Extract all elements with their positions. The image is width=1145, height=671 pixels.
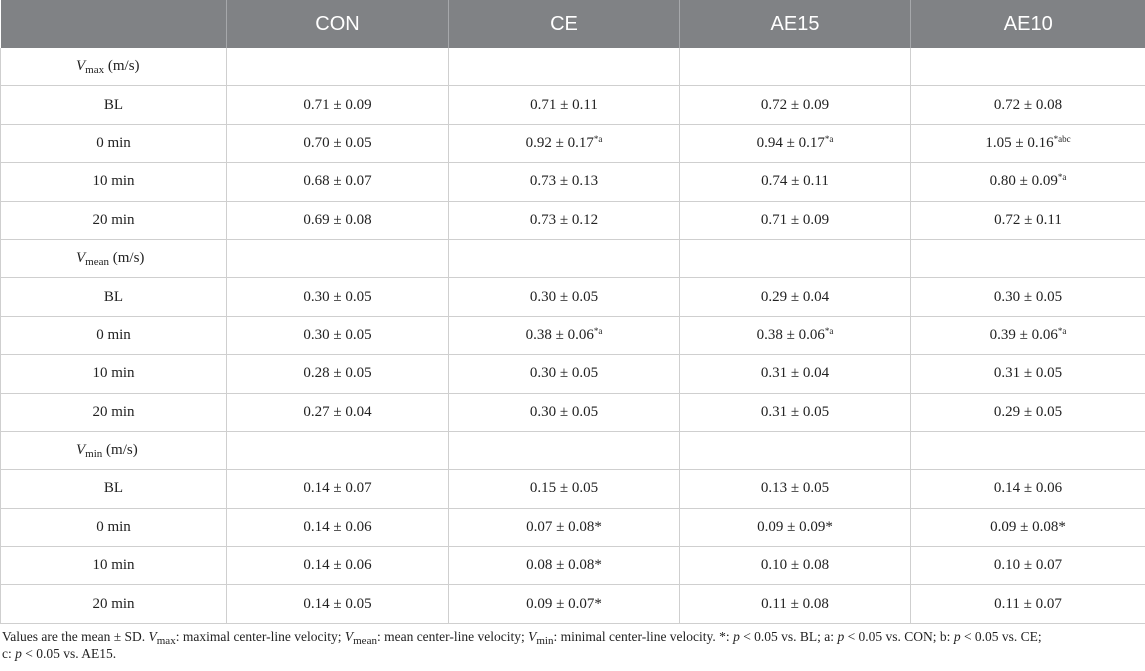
table-cell — [911, 470, 1145, 508]
cell-value: 0.38 ± 0.06 — [525, 326, 594, 343]
table-cell — [911, 508, 1145, 546]
empty-cell — [449, 48, 680, 86]
footnote-text: c: — [2, 645, 16, 661]
empty-cell — [680, 239, 911, 277]
table-row — [1, 470, 1145, 508]
cell-value: 0.38 ± 0.06 — [756, 326, 825, 343]
table-cell — [911, 163, 1145, 201]
table-cell — [227, 278, 449, 316]
footnote-sub: mean — [353, 634, 377, 647]
table-footnote — [0, 624, 1145, 662]
table-cell — [680, 355, 911, 393]
cell-value: 0.09 ± 0.08* — [990, 518, 1066, 535]
footnote-text: < 0.05 vs. CE; — [960, 628, 1042, 644]
cell-value: 0.72 ± 0.11 — [994, 211, 1062, 228]
variable-symbol: V — [76, 58, 86, 75]
section-label — [1, 48, 227, 86]
empty-cell — [449, 239, 680, 277]
cell-value: 0.10 ± 0.07 — [993, 557, 1063, 574]
table-cell — [680, 86, 911, 124]
table-row — [1, 124, 1145, 162]
cell-value: 0.07 ± 0.08* — [526, 518, 602, 535]
section-label — [1, 431, 227, 469]
footnote-text: < 0.05 vs. CON; b: — [844, 628, 954, 644]
table-cell — [449, 201, 680, 239]
variable-unit: (m/s) — [107, 58, 140, 75]
table-cell — [911, 316, 1145, 354]
column-header — [1, 0, 227, 48]
empty-cell — [911, 239, 1145, 277]
row-label: 0 min — [1, 508, 227, 546]
table-cell — [449, 585, 680, 623]
footnote-var: V — [148, 628, 157, 644]
table-cell — [911, 393, 1145, 431]
cell-value: 1.05 ± 0.16 — [985, 134, 1054, 151]
table-cell — [680, 163, 911, 201]
empty-cell — [227, 239, 449, 277]
cell-value: 0.39 ± 0.06 — [989, 326, 1058, 343]
cell-value: 0.10 ± 0.08 — [760, 557, 830, 574]
empty-cell — [449, 431, 680, 469]
footnote-text: : maximal center-line velocity; — [175, 628, 345, 644]
column-header: AE15 — [680, 0, 911, 48]
variable-subscript: mean — [85, 256, 109, 269]
cell-value: 0.14 ± 0.06 — [303, 518, 372, 535]
table-cell — [227, 201, 449, 239]
table-body — [1, 48, 1145, 623]
table-row — [1, 393, 1145, 431]
table-cell — [911, 201, 1145, 239]
cell-value: 0.11 ± 0.08 — [761, 595, 829, 612]
footnote-text: < 0.05 vs. AE15. — [21, 645, 117, 661]
table-cell — [449, 124, 680, 162]
section-label — [1, 239, 227, 277]
cell-value: 0.71 ± 0.09 — [303, 96, 372, 113]
empty-cell — [680, 431, 911, 469]
significance-mark: *a — [824, 133, 834, 144]
cell-value: 0.73 ± 0.12 — [529, 211, 599, 228]
table-cell — [227, 316, 449, 354]
table-cell — [227, 124, 449, 162]
table-row — [1, 316, 1145, 354]
row-label: BL — [1, 470, 227, 508]
cell-value: 0.94 ± 0.17 — [756, 134, 825, 151]
footnote-var: V — [344, 628, 354, 644]
cell-value: 0.11 ± 0.07 — [994, 595, 1062, 612]
table-cell — [911, 124, 1145, 162]
table-cell — [449, 547, 680, 585]
table-cell — [680, 470, 911, 508]
row-label: 10 min — [1, 163, 227, 201]
significance-mark: *a — [824, 325, 834, 336]
section-row — [1, 431, 1145, 469]
footnote-p: p — [953, 628, 961, 644]
cell-value: 0.71 ± 0.11 — [530, 96, 598, 113]
section-row — [1, 48, 1145, 86]
cell-value: 0.14 ± 0.07 — [303, 480, 372, 497]
variable-symbol: V — [76, 442, 86, 459]
cell-value: 0.09 ± 0.09* — [757, 518, 833, 535]
table-cell — [680, 393, 911, 431]
footnote-text: Values are the mean ± SD. — [2, 628, 149, 644]
cell-value: 0.68 ± 0.07 — [303, 173, 372, 190]
table-row — [1, 585, 1145, 623]
table-cell — [449, 470, 680, 508]
cell-value: 0.74 ± 0.11 — [761, 173, 829, 190]
cell-value: 0.71 ± 0.09 — [760, 211, 830, 228]
footnote-sub: min — [536, 634, 554, 647]
footnote-text: : minimal center-line velocity. *: — [553, 628, 734, 644]
column-header: CON — [227, 0, 449, 48]
table-cell — [449, 316, 680, 354]
table-cell — [680, 278, 911, 316]
cell-value: 0.15 ± 0.05 — [529, 480, 599, 497]
cell-value: 0.72 ± 0.08 — [993, 96, 1063, 113]
cell-value: 0.30 ± 0.05 — [303, 326, 372, 343]
empty-cell — [680, 48, 911, 86]
table-row — [1, 508, 1145, 546]
variable-unit: (m/s) — [106, 442, 138, 459]
table-cell — [227, 163, 449, 201]
significance-mark: *a — [1057, 172, 1067, 183]
cell-value: 0.08 ± 0.08* — [526, 557, 602, 574]
cell-value: 0.30 ± 0.05 — [529, 288, 599, 305]
table-cell — [680, 585, 911, 623]
table-cell — [227, 470, 449, 508]
row-label: 20 min — [1, 393, 227, 431]
footnote-p: p — [733, 628, 740, 644]
cell-value: 0.30 ± 0.05 — [993, 288, 1063, 305]
table-cell — [449, 508, 680, 546]
table-cell — [227, 393, 449, 431]
table-cell — [449, 393, 680, 431]
table-cell — [911, 86, 1145, 124]
variable-unit: (m/s) — [112, 250, 145, 267]
cell-value: 0.30 ± 0.05 — [303, 288, 372, 305]
empty-cell — [911, 48, 1145, 86]
cell-value: 0.92 ± 0.17 — [525, 134, 594, 151]
table-cell — [911, 585, 1145, 623]
cell-value: 0.14 ± 0.06 — [303, 557, 372, 574]
empty-cell — [227, 48, 449, 86]
row-label: 20 min — [1, 585, 227, 623]
table-cell — [449, 278, 680, 316]
column-header: CE — [449, 0, 680, 48]
row-label: 10 min — [1, 355, 227, 393]
table-row — [1, 201, 1145, 239]
table-row — [1, 355, 1145, 393]
row-label: 0 min — [1, 316, 227, 354]
footnote-var: V — [528, 628, 537, 644]
table-cell — [227, 355, 449, 393]
cell-value: 0.73 ± 0.13 — [529, 173, 599, 190]
footnote-p: p — [15, 645, 22, 661]
table-cell — [449, 163, 680, 201]
table-cell — [680, 508, 911, 546]
section-row — [1, 239, 1145, 277]
footnote-text: < 0.05 vs. BL; a: — [739, 628, 838, 644]
header-row — [1, 0, 1145, 48]
row-label: BL — [1, 86, 227, 124]
table-row — [1, 547, 1145, 585]
table-cell — [227, 86, 449, 124]
significance-mark: *a — [593, 325, 603, 336]
empty-cell — [227, 431, 449, 469]
cell-value: 0.31 ± 0.05 — [760, 403, 830, 420]
table-cell — [680, 201, 911, 239]
table-cell — [680, 316, 911, 354]
variable-subscript: min — [85, 448, 103, 461]
cell-value: 0.80 ± 0.09 — [989, 173, 1058, 190]
table-cell — [227, 547, 449, 585]
cell-value: 0.30 ± 0.05 — [529, 403, 599, 420]
cell-value: 0.09 ± 0.07* — [526, 595, 602, 612]
footnote-p: p — [837, 628, 845, 644]
table-cell — [227, 585, 449, 623]
cell-value: 0.29 ± 0.05 — [993, 403, 1063, 420]
empty-cell — [911, 431, 1145, 469]
table-cell — [680, 124, 911, 162]
column-header: AE10 — [911, 0, 1145, 48]
row-label: 10 min — [1, 547, 227, 585]
row-label: 20 min — [1, 201, 227, 239]
cell-value: 0.13 ± 0.05 — [760, 480, 830, 497]
table-cell — [449, 355, 680, 393]
cell-value: 0.69 ± 0.08 — [303, 211, 372, 228]
cell-value: 0.31 ± 0.05 — [993, 365, 1063, 382]
cell-value: 0.31 ± 0.04 — [760, 365, 830, 382]
row-label: 0 min — [1, 124, 227, 162]
cell-value: 0.72 ± 0.09 — [760, 96, 830, 113]
cell-value: 0.29 ± 0.04 — [760, 288, 830, 305]
table-row — [1, 163, 1145, 201]
cell-value: 0.27 ± 0.04 — [303, 403, 372, 420]
table-cell — [911, 355, 1145, 393]
cell-value: 0.14 ± 0.05 — [303, 595, 372, 612]
table-cell — [911, 547, 1145, 585]
row-label: BL — [1, 278, 227, 316]
variable-symbol: V — [76, 250, 86, 267]
variable-subscript: max — [85, 64, 105, 77]
significance-mark: *a — [593, 133, 603, 144]
significance-mark: *a — [1057, 325, 1067, 336]
table-cell — [911, 278, 1145, 316]
cell-value: 0.14 ± 0.06 — [993, 480, 1063, 497]
footnote-sub: max — [156, 634, 176, 647]
table-cell — [449, 86, 680, 124]
footnote-text: : mean center-line velocity; — [376, 628, 529, 644]
cell-value: 0.70 ± 0.05 — [303, 134, 372, 151]
table-row — [1, 86, 1145, 124]
table-row — [1, 278, 1145, 316]
table-cell — [227, 508, 449, 546]
table-cell — [680, 547, 911, 585]
cell-value: 0.28 ± 0.05 — [303, 365, 372, 382]
significance-mark: *abc — [1053, 133, 1071, 144]
cell-value: 0.30 ± 0.05 — [529, 365, 599, 382]
